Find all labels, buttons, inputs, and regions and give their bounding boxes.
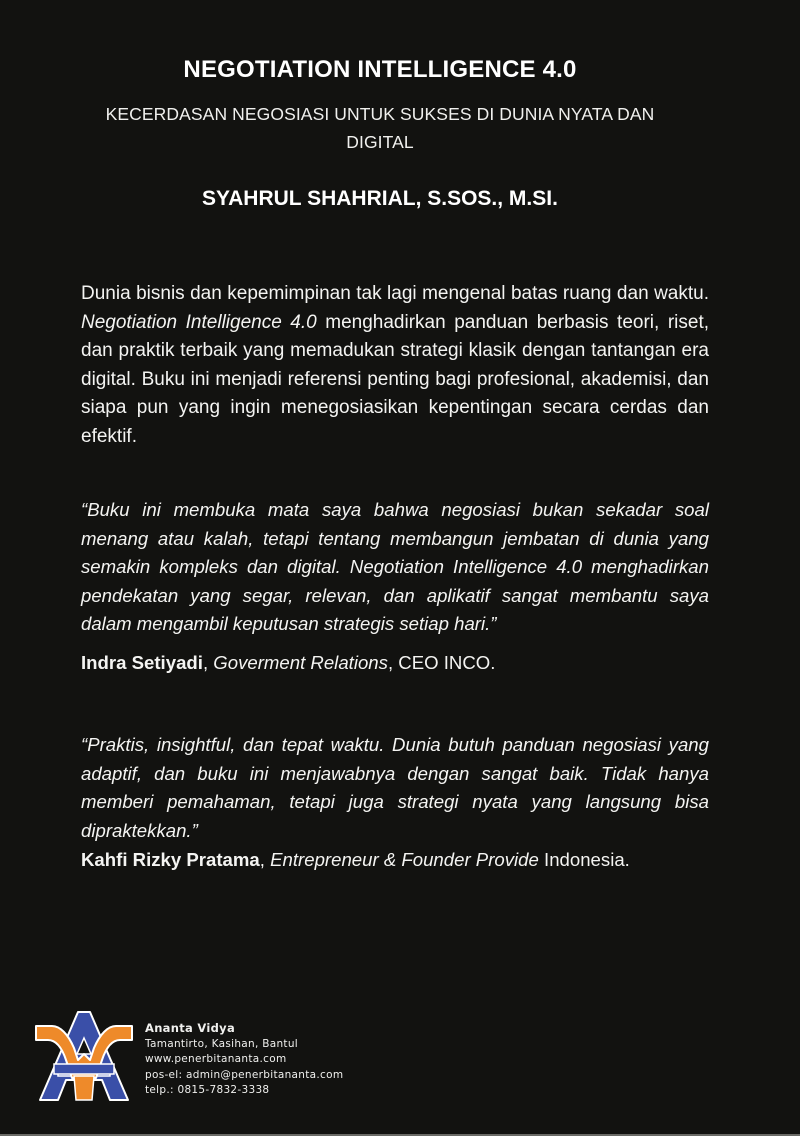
testimonial-organization: Indonesia. — [538, 849, 630, 870]
blurb-text-2: menghadirkan panduan berbasis teori, riset, dan praktik terbaik yang memadukan strategi klasik dengan tantangan era digital. Buku ini menjadi referensi penting bagi profesional, akademisi, dan siapa pun yang ingin menegosiasikan kepentingan secara cerdas dan efektif. — [81, 311, 709, 447]
publisher-info — [145, 1021, 343, 1099]
publisher-logo-icon — [34, 1004, 134, 1104]
book-blurb — [81, 280, 709, 452]
testimonial-role: Entrepreneur & Founder Provide — [270, 849, 539, 870]
testimonial-attribution — [81, 650, 721, 676]
publisher-email: pos-el: admin@penerbitananta.com — [145, 1068, 344, 1081]
testimonial-name: Indra Setiyadi — [81, 652, 203, 673]
testimonial-attribution — [81, 847, 721, 873]
attribution-separator: , — [202, 652, 214, 673]
publisher-phone: telp.: 0815-7832-3338 — [145, 1084, 270, 1096]
publisher-block — [34, 1004, 374, 1104]
publisher-address: Tamantirto, Kasihan, Bantul — [145, 1037, 299, 1050]
blurb-book-title: Negotiation Intelligence 4.0 — [81, 311, 317, 333]
attribution-separator: , — [259, 849, 271, 870]
book-title: NEGOTIATION INTELLIGENCE 4.0 — [183, 56, 577, 83]
testimonial-organization: , CEO INCO. — [387, 652, 496, 673]
testimonial-quote: “Buku ini membuka mata saya bahwa negosiasi bukan sekadar soal menang atau kalah, tetapi tentang membangun jembatan di dunia yang semakin kompleks dan digital. Negotiation Intelligence 4.0 menghadirkan pendekatan yang segar, relevan, dan aplikatif sangat membantu saya dalam mengambil keputusan strategis setiap hari.” — [81, 499, 709, 635]
blurb-text-1: Dunia bisnis dan kepemimpinan tak lagi mengenal batas ruang dan waktu. — [81, 283, 709, 304]
testimonial-role: Goverment Relations — [213, 652, 388, 673]
testimonial-quote: “Praktis, insightful, dan tepat waktu. Dunia butuh panduan negosiasi yang adaptif, dan buku ini menjawabnya dengan sangat baik. Tidak hanya memberi pemahaman, tetapi juga strategi nyata yang langsung bisa dipraktekkan.” — [81, 734, 709, 841]
publisher-website: www.penerbitananta.com — [145, 1053, 287, 1065]
publisher-name: Ananta Vidya — [145, 1021, 236, 1035]
testimonial-name: Kahfi Rizky Pratama — [81, 849, 260, 870]
book-subtitle: KECERDASAN NEGOSIASI UNTUK SUKSES DI DUNIA NYATA DAN DIGITAL — [105, 104, 655, 152]
book-author: SYAHRUL SHAHRIAL, S.SOS., M.SI. — [202, 187, 558, 210]
